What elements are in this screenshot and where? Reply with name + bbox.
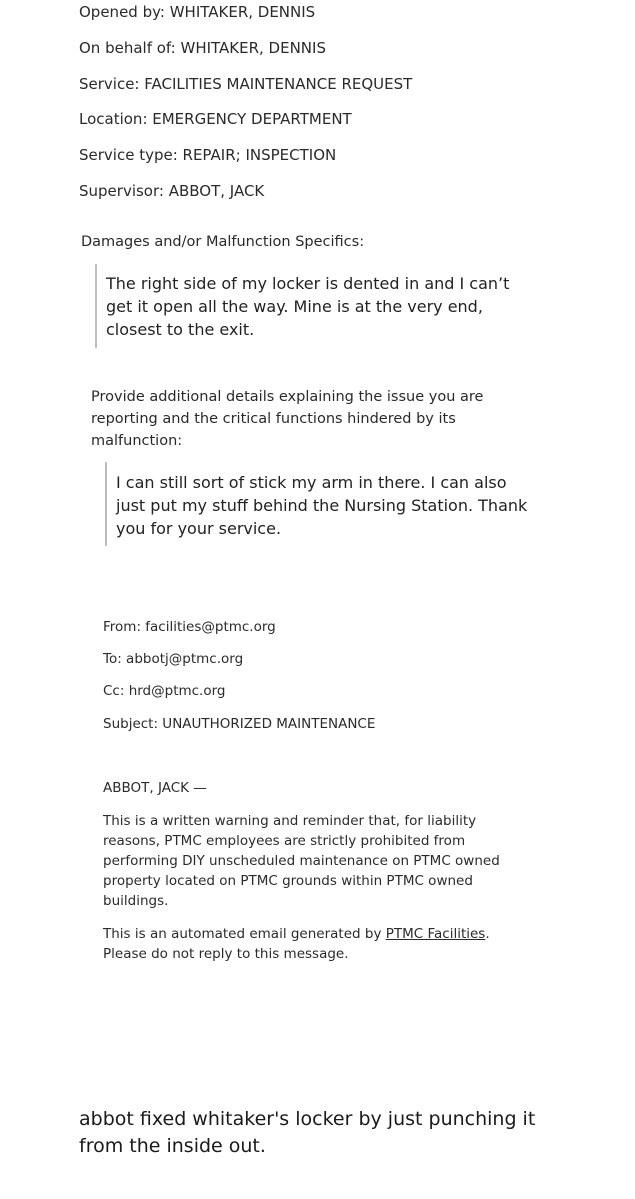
- damages-quote: [95, 264, 525, 348]
- email-from: From: facilities@ptmc.org: [103, 619, 276, 635]
- email-greeting: ABBOT, JACK —: [103, 780, 207, 796]
- details-label: Provide additional details explaining the issue you are reporting and the critical functions hindered by its malfunction:: [91, 389, 484, 449]
- email-body: This is a written warning and reminder that, for liability reasons, PTMC employees are strictly prohibited from performing DIY unscheduled maintenance on PTMC owned property located on PTMC grounds within PTMC owned buildings.: [103, 813, 500, 909]
- opened-by-line: Opened by: WHITAKER, DENNIS: [79, 3, 316, 21]
- on-behalf-of-line: On behalf of: WHITAKER, DENNIS: [79, 39, 326, 57]
- email-footer-text: This is an automated email generated by: [103, 926, 386, 942]
- email-cc: Cc: hrd@ptmc.org: [103, 683, 226, 699]
- email-footer-text-end: . Please do not reply to this message.: [103, 926, 490, 962]
- post-caption: abbot fixed whitaker's locker by just punching it from the inside out.: [79, 1108, 536, 1157]
- supervisor-line: Supervisor: ABBOT, JACK: [79, 182, 265, 200]
- ptmc-facilities-link[interactable]: PTMC Facilities: [385, 926, 486, 942]
- email-subject: Subject: UNAUTHORIZED MAINTENANCE: [103, 716, 376, 732]
- service-line: Service: FACILITIES MAINTENANCE REQUEST: [79, 75, 413, 93]
- location-line: Location: EMERGENCY DEPARTMENT: [79, 110, 352, 128]
- email-footer: [103, 924, 513, 964]
- details-quote: [105, 462, 535, 546]
- damages-text: The right side of my locker is dented in and I can’t get it open all the way. Mine is at the very end, closest to the exit.: [106, 274, 510, 339]
- details-text: I can still sort of stick my arm in there. I can also just put my stuff behind the Nursing Station. Thank you for your service.: [116, 473, 528, 538]
- email-to: To: abbotj@ptmc.org: [103, 651, 244, 667]
- service-type-line: Service type: REPAIR; INSPECTION: [79, 146, 337, 164]
- damages-label: Damages and/or Malfunction Specifics:: [81, 234, 365, 250]
